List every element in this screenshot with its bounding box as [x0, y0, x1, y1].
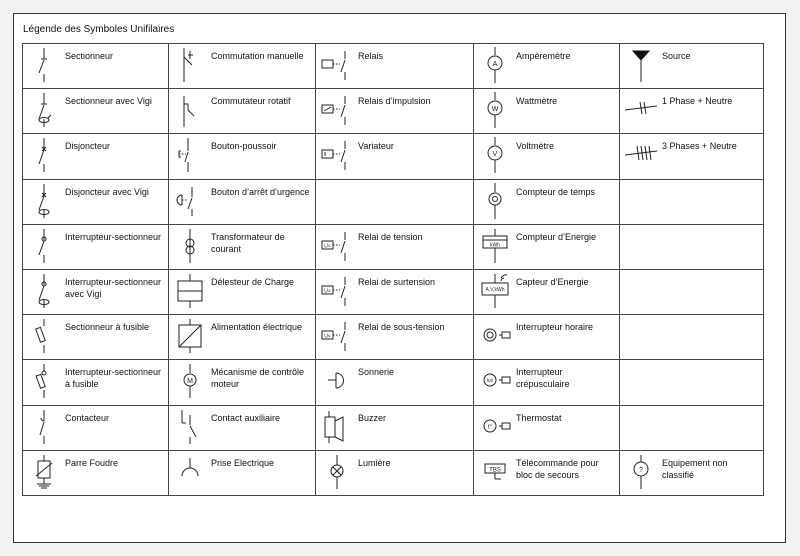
commutateur-rotatif-icon	[169, 89, 211, 133]
legend-cell	[620, 270, 764, 315]
symbol-label: Relais d’impulsion	[358, 96, 431, 106]
symbol-label: Disjoncteur avec Vigi	[65, 187, 149, 197]
symbol-text: lux	[486, 378, 494, 384]
relai-sous-tension-icon	[316, 315, 358, 359]
legend-cell	[474, 44, 620, 89]
symbol-label: Compteur d’Energie	[516, 232, 597, 242]
table-row	[23, 451, 764, 496]
symbol-text: W	[491, 106, 499, 113]
symbol-label: Sectionneur à fusible	[65, 322, 150, 332]
lumiere-icon	[316, 451, 358, 495]
prise-icon	[169, 451, 211, 495]
legend-cell	[23, 360, 169, 406]
legend-cell	[620, 315, 764, 360]
symbol-text: U<	[324, 333, 331, 340]
symbol-label: Sectionneur avec Vigi	[65, 96, 152, 106]
symbol-label: Bouton d’arrêt d’urgence	[211, 187, 310, 197]
symbol-label	[662, 180, 666, 224]
table-row	[23, 315, 764, 360]
parafoudre-icon	[23, 451, 65, 495]
symbol-label: Contact auxiliaire	[211, 413, 281, 423]
symbol-label: Relai de surtension	[358, 277, 436, 287]
legend-cell	[23, 134, 169, 180]
legend-cell	[169, 451, 316, 496]
symbol-label: Disjoncteur	[65, 141, 111, 151]
contact-auxiliaire-icon	[169, 406, 211, 450]
voltmetre-icon	[474, 134, 516, 179]
legend-cell	[169, 89, 316, 134]
symbol-label	[358, 180, 362, 224]
legend-cell	[474, 406, 620, 451]
table-row	[23, 360, 764, 406]
empty-symbol	[620, 225, 662, 269]
legend-cell	[620, 225, 764, 270]
symbol-label: Relai de tension	[358, 232, 423, 242]
symbol-label: Délesteur de Charge	[211, 277, 295, 287]
legend-cell	[23, 44, 169, 89]
symbol-text: TBS	[489, 467, 501, 474]
legend-cell	[316, 451, 474, 496]
interrupteur-horaire-icon	[474, 315, 516, 359]
buzzer-icon	[316, 406, 358, 450]
symbol-label: Alimentation électrique	[211, 322, 303, 332]
empty-symbol	[316, 180, 358, 224]
legend-cell	[316, 134, 474, 180]
legend-cell	[169, 270, 316, 315]
legend-cell	[620, 134, 764, 180]
symbol-label	[662, 270, 666, 314]
legend-cell	[620, 360, 764, 406]
legend-cell	[620, 406, 764, 451]
symbol-label: Prise Electrique	[211, 458, 275, 468]
legend-cell	[474, 315, 620, 360]
sectionneur-icon	[23, 44, 65, 88]
symbol-label	[662, 406, 666, 450]
legend-cell	[474, 451, 620, 496]
empty-symbol	[620, 360, 662, 405]
sectionneur-fusible-icon	[23, 315, 65, 359]
wattmetre-icon	[474, 89, 516, 133]
disjoncteur-vigi-icon	[23, 180, 65, 224]
empty-symbol	[620, 270, 662, 314]
interrupteur-sectionneur-fusible-icon	[23, 360, 65, 405]
disjoncteur-icon	[23, 134, 65, 179]
legend-cell	[474, 225, 620, 270]
legend-cell	[169, 180, 316, 225]
interrupteur-sectionneur-vigi-icon	[23, 270, 65, 314]
symbol-label: Interrupteur-sectionneur	[65, 232, 162, 242]
legend-cell	[316, 270, 474, 315]
thermostat-icon	[474, 406, 516, 450]
legend-cell	[169, 315, 316, 360]
empty-symbol	[620, 406, 662, 450]
symbol-label: Equipement non classifié	[662, 458, 728, 480]
symbol-label: Commutation manuelle	[211, 51, 304, 61]
symbol-label: Sectionneur	[65, 51, 114, 61]
relai-tension-icon	[316, 225, 358, 269]
bouton-poussoir-icon	[169, 134, 211, 179]
table-row	[23, 225, 764, 270]
symbol-label: Télécommande pour bloc de secours	[516, 458, 599, 480]
symbol-legend-table	[22, 43, 764, 496]
legend-cell	[620, 89, 764, 134]
table-row	[23, 270, 764, 315]
symbol-label: Interrupteur horaire	[516, 322, 594, 332]
symbol-label: Compteur de temps	[516, 187, 596, 197]
transformateur-courant-icon	[169, 225, 211, 269]
moteur-icon	[169, 360, 211, 405]
legend-cell	[169, 44, 316, 89]
symbol-label: Interrupteur-sectionneur à fusible	[65, 367, 162, 389]
relais-icon	[316, 44, 358, 88]
legend-cell	[474, 180, 620, 225]
triphase-icon	[620, 134, 662, 179]
table-row	[23, 180, 764, 225]
legend-cell	[474, 270, 620, 315]
symbol-label: Thermostat	[516, 413, 562, 423]
legend-cell	[316, 89, 474, 134]
symbol-label: Voltmètre	[516, 141, 555, 151]
equipement-icon	[620, 451, 662, 495]
variateur-icon	[316, 134, 358, 179]
symbol-text: kWh	[490, 242, 500, 249]
table-row	[23, 134, 764, 180]
symbol-label: Wattmètre	[516, 96, 558, 106]
sonnerie-icon	[316, 360, 358, 405]
symbol-label	[662, 225, 666, 269]
symbol-label: Ampèremètre	[516, 51, 571, 61]
legend-cell	[23, 406, 169, 451]
legend-cell	[23, 315, 169, 360]
legend-cell	[620, 451, 764, 496]
empty-symbol	[620, 180, 662, 224]
monophase-icon	[620, 89, 662, 133]
alimentation-icon	[169, 315, 211, 359]
legend-cell	[169, 225, 316, 270]
symbol-label: Bouton-poussoir	[211, 141, 277, 151]
symbol-label: Relais	[358, 51, 384, 61]
legend-cell	[474, 360, 620, 406]
empty-symbol	[620, 315, 662, 359]
symbol-label: Mécanisme de contrôle moteur	[211, 367, 305, 389]
legend-cell	[23, 180, 169, 225]
contacteur-icon	[23, 406, 65, 450]
symbol-label: Lumière	[358, 458, 391, 468]
legend-cell	[316, 360, 474, 406]
interrupteur-sectionneur-icon	[23, 225, 65, 269]
symbol-label	[662, 360, 666, 405]
document-title: Légende des Symboles Unifilaires	[23, 24, 175, 35]
telecommande-icon	[474, 451, 516, 495]
table-row	[23, 89, 764, 134]
symbol-label: Buzzer	[358, 413, 387, 423]
symbol-text: A,V,kWh	[485, 287, 505, 293]
capteur-energie-icon	[474, 270, 516, 314]
legend-cell	[23, 451, 169, 496]
legend-cell	[316, 44, 474, 89]
sectionneur-vigi-icon	[23, 89, 65, 133]
legend-cell	[23, 225, 169, 270]
legend-cell	[23, 270, 169, 315]
commutation-manuelle-icon	[169, 44, 211, 88]
symbol-label: Variateur	[358, 141, 394, 151]
symbol-text: U>	[324, 288, 331, 295]
legend-cell	[169, 360, 316, 406]
symbol-text: t°	[487, 424, 493, 431]
symbol-text: A	[492, 61, 498, 68]
symbol-text: ?	[639, 467, 643, 474]
symbol-text: V	[492, 151, 498, 158]
delesteur-icon	[169, 270, 211, 314]
symbol-label: Interrupteur crépusculaire	[516, 367, 570, 389]
symbol-label: Sonnerie	[358, 367, 395, 377]
symbol-label: Parre Foudre	[65, 458, 119, 468]
symbol-label: Transformateur de courant	[211, 232, 285, 254]
legend-cell	[316, 315, 474, 360]
legend-cell	[474, 134, 620, 180]
compteur-energie-icon	[474, 225, 516, 269]
legend-cell	[316, 225, 474, 270]
legend-cell	[316, 406, 474, 451]
legend-cell	[474, 89, 620, 134]
table-row	[23, 406, 764, 451]
symbol-label: Capteur d’Energie	[516, 277, 589, 287]
table-row	[23, 44, 764, 89]
legend-cell	[620, 44, 764, 89]
symbol-label: Source	[662, 51, 691, 61]
symbol-label: Commutateur rotatif	[211, 96, 291, 106]
symbol-label: Contacteur	[65, 413, 110, 423]
symbol-label: 1 Phase + Neutre	[662, 96, 733, 106]
symbol-label: 3 Phases + Neutre	[662, 141, 737, 151]
symbol-label: Interrupteur-sectionneur avec Vigi	[65, 277, 162, 299]
legend-cell	[169, 406, 316, 451]
compteur-temps-icon	[474, 180, 516, 224]
relai-surtension-icon	[316, 270, 358, 314]
symbol-label: Relai de sous-tension	[358, 322, 445, 332]
source-icon	[620, 44, 662, 88]
amperemetre-icon	[474, 44, 516, 88]
relais-impulsion-icon	[316, 89, 358, 133]
symbol-text: U<	[324, 243, 331, 250]
legend-cell	[23, 89, 169, 134]
legend-cell	[169, 134, 316, 180]
legend-cell	[316, 180, 474, 225]
symbol-label	[662, 315, 666, 359]
legend-cell	[620, 180, 764, 225]
interrupteur-crepusculaire-icon	[474, 360, 516, 405]
motor-letter: M	[187, 378, 193, 385]
arret-urgence-icon	[169, 180, 211, 224]
